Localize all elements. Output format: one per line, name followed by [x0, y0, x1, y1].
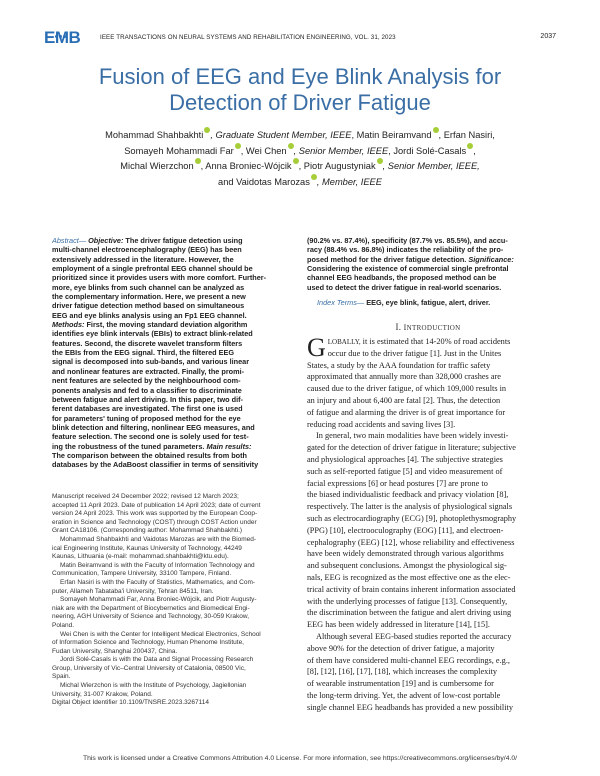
footnote-line: Poland. [52, 621, 75, 629]
footnote-line: neering, AGH University of Science and Technology, 30-059 Krakow, [52, 613, 250, 621]
footnote-line: Michal Wierzchon is with the Institute of Psychology, Jagiellonian [60, 682, 247, 690]
abstract-line [52, 255, 292, 264]
author-list [40, 127, 560, 189]
abstract-text: and nonlinear features are extracted. Finally, the promi- [52, 366, 245, 376]
body-line: have been widely demonstrated through various algorithms [307, 549, 504, 559]
abstract-text: the complementary information. Here, we present a new [52, 292, 246, 302]
author-name: Somayeh Mohammadi Far [124, 145, 234, 156]
author-line-1 [40, 127, 560, 143]
author-line-3 [40, 158, 560, 174]
footnote-line: Spain. [52, 673, 71, 681]
body-line: Although several EEG-based studies reported the accuracy [316, 631, 512, 641]
title-line-2: Detection of Driver Fatigue [169, 90, 431, 115]
author-name: , Piotr Augustyniak [298, 161, 376, 171]
abstract-line [52, 442, 292, 451]
author-title: , Senior Member, IEEE [293, 145, 389, 156]
abstract-line [52, 329, 292, 338]
abstract-line [52, 283, 292, 292]
footnote-line: Erfan Nasiri is with the Faculty of Statistics, Mathematics, and Com- [60, 578, 256, 586]
abstract-line [52, 357, 292, 366]
abstract-text: signal is decomposed into sub-bands, and various linear [52, 357, 250, 367]
abstract-line [52, 395, 292, 404]
footnote-line: puter, Allameh Tabataba'i University, Tehran 84511, Iran. [52, 587, 214, 595]
body-line: gated for the detection of driver fatigue in literature; subjective [307, 443, 516, 453]
abstract-line [52, 348, 292, 357]
abstract-line [307, 245, 549, 254]
abstract-text: more, eye blinks from such channel can be analyzed as [52, 282, 245, 292]
abstract-keyword: Methods: [52, 320, 85, 330]
abstract-left [52, 236, 292, 470]
body-line: trical activity of brain contains inherent information associated [307, 584, 516, 594]
abstract-text: blink detection and filtering, nonlinear EEG measures, and [52, 422, 255, 432]
abstract-text: extensively addressed in the literature. However, the [52, 254, 234, 264]
author-name: , Anna Broniec-Wójcik [200, 161, 292, 171]
body-line: such as self-reported fatigue [5] and video measurement of [307, 466, 503, 476]
body-line: of fatigue and alarming the driver is of great importance for [307, 407, 506, 417]
abstract-text: posed method for the driver fatigue detection. [307, 254, 469, 264]
abstract-line [52, 386, 292, 395]
body-line: such as electrocardiography (ECG) [9], photoplethysmography [307, 513, 517, 523]
author-line-2 [40, 143, 560, 159]
paper-title [50, 64, 550, 116]
index-terms-text: EEG, eye blink, fatigue, alert, driver. [364, 298, 491, 307]
abstract-text: racy (88.4% vs. 86.8%) indicates the reliability of the pro- [307, 245, 504, 255]
body-line: cephalography (EEG) [12], whose reliability and effectiveness [307, 537, 515, 547]
body-line: reducing road accidents and saving lives [3]. [307, 419, 456, 429]
title-line-1: Fusion of EEG and Eye Blink Analysis for [98, 64, 502, 89]
section-heading [307, 322, 549, 332]
abstract-text: features. Second, the discrete wavelet transform filters [52, 338, 243, 348]
abstract-line [52, 311, 292, 320]
body-line: with the underlying processes of fatigue [13]. Consequently, [307, 596, 508, 606]
logo-text: EMB [44, 28, 81, 47]
footnote-line: University, 31-007 Krakow, Poland. [52, 690, 153, 698]
footnote-line: Manuscript received 24 December 2022; revised 12 March 2023; [52, 493, 239, 500]
abstract-keyword: Objective: [88, 236, 124, 245]
footnote-line: Grant CA18106. (Corresponding author: Mohammad Shahbakhti.) [52, 527, 243, 535]
abstract-text: multi-channel electroencephalography (EEG) has been [52, 245, 242, 255]
abstract-line [52, 376, 292, 385]
emb-logo [44, 29, 90, 49]
body-text-smallcaps: LOBALLY, [327, 338, 361, 346]
section-title-rest: NTRODUCTION [406, 324, 461, 332]
author-name: and Vaidotas Marozas [218, 176, 310, 187]
body-line: EEG has been widely addressed in literature [14], [15]. [307, 620, 490, 630]
abstract-line [52, 404, 292, 413]
abstract-line [52, 432, 292, 441]
body-line: States, a study by the AAA foundation for traffic safety [307, 360, 491, 370]
abstract-line [52, 339, 292, 348]
abstract-line [307, 283, 549, 292]
footnote-line: Jordi Solé-Casals is with the Data and Signal Processing Research [60, 656, 254, 664]
footnote-line: version 24 April 2023. This work was supported by the European Coop- [52, 510, 258, 518]
author-title: , Member, IEEE [316, 176, 382, 187]
author-name: , Matin Beiramvand [351, 130, 432, 140]
abstract-text: ferent databases are investigated. The first one is used [52, 404, 243, 414]
abstract-text: The comparison between the obtained results from both [52, 450, 248, 460]
body-text: it is estimated that 14-20% of road accidents [360, 337, 511, 346]
abstract-text: Considering the existence of commercial single prefrontal [307, 264, 509, 274]
footnote-line: Digital Object Identifier 10.1109/TNSRE.2023.3267114 [52, 699, 209, 707]
body-line: of them have considered multi-channel EEG recordings, e.g., [307, 655, 510, 665]
footnote-line: ical Engineering Institute, Kaunas University of Technology, 44249 [52, 544, 242, 552]
abstract-label: Abstract— [52, 236, 89, 245]
footnote-line: Kaunas, Lithuania (e-mail: mohammad.shahbakhti@ktu.edu). [52, 553, 229, 561]
abstract-line [307, 236, 549, 245]
body-line [328, 336, 549, 348]
footnotes [52, 493, 292, 708]
author-name: , Erfan Nasiri, [438, 130, 495, 140]
abstract-text: identifies eye blink intervals (EBIs) to extract blink-related [52, 329, 253, 339]
abstract-text: driver fatigue detection method based on simultaneous [52, 301, 245, 311]
abstract-text: (90.2% vs. 87.4%), specificity (87.7% vs. 85.5%), and accu- [307, 236, 508, 245]
author-line-4 [40, 174, 560, 190]
body-line: occur due to the driver fatigue [1]. Just in the Unites [327, 348, 502, 358]
abstract-text: for parameters' tuning of proposed method for the eye [52, 413, 241, 423]
footnote-line: Matin Beiramvand is with the Faculty of Information Technology and [60, 561, 255, 569]
abstract-text: EEG and eye blinks analysis using an Fp1 EEG channel. [52, 310, 247, 320]
abstract-text: feature selection. The second one is solely used for test- [52, 432, 249, 442]
abstract-keyword: Significance: [468, 254, 514, 264]
footnote-line: Mohammad Shahbakhti and Vaidotas Marozas are with the Biomed- [60, 535, 257, 543]
section-title [404, 323, 461, 332]
abstract-text: between fatigue and alert driving. In this paper, two dif- [52, 394, 243, 404]
body-line: an injury and about 6,400 are fatal [2]. Thus, the detection [307, 395, 501, 405]
body-line: nals, EEG is recognized as the most effective one as the elec- [307, 572, 511, 582]
section-number: I. [395, 322, 402, 332]
body-line: respectively. The latter is the analysis of physiological signals [307, 502, 513, 512]
abstract-text: nent features are selected by the neighbourhood com- [52, 376, 241, 386]
abstract-line [307, 273, 549, 282]
abstract-line [52, 264, 292, 273]
body-line: the discrimination between the fatigue and alert driving using [307, 608, 512, 618]
body-line: caused due to the driver fatigue, of which 109,000 results in [307, 384, 507, 394]
abstract-text: First, the moving standard deviation algorithm [84, 320, 248, 330]
footnote-line: niak are with the Department of Biocybernetics and Biomedical Engi- [52, 604, 250, 612]
abstract-text: employment of a single prefrontal EEG channel should be [52, 264, 253, 274]
body-line: In general, two main modalities have been widely investi- [316, 431, 509, 441]
author-name: Mohammad Shahbakhti [105, 130, 204, 140]
license-footer[interactable]: This work is licensed under a Creative Commons Attribution 4.0 License. For more information, see https://creativecommons.org/licenses/by/4.0/ [82, 755, 518, 762]
footnote-line: Group, University of Vic–Central University of Catalonia, 08500 Vic, [52, 664, 246, 672]
abstract-line [52, 423, 292, 432]
author-name: , Wei Chen [240, 145, 287, 156]
footnote-line: Communication, Tampere University, 33100 Tampere, Finland. [52, 570, 232, 578]
body-line: of wearable instrumentation [19] and is cumbersome for [307, 679, 494, 689]
separator: , [473, 145, 476, 156]
drop-cap: G [307, 333, 326, 362]
body-line: the biased individualistic feedback and privacy violation [8], [307, 490, 509, 500]
body-line: facial expressions [6] or head postures [7] are prone to [307, 478, 488, 488]
introduction-body [307, 333, 549, 714]
body-line: the long-term driving. Yet, the advent of low-cost portable [307, 690, 501, 700]
body-line: above 90% for the detection of driver fatigue, a majority [307, 643, 495, 653]
body-line: (PPG) [10], electrooculography (EOG) [11], and electroen- [307, 525, 504, 535]
footnote-line: Fudan University, Shanghai 200437, China. [52, 647, 178, 655]
abstract-text: channel EEG headbands, the proposed method can be [307, 273, 497, 283]
footnote-line: of Information Science and Technology, Human Phenome Institute, [52, 639, 244, 647]
abstract-line [52, 367, 292, 376]
index-terms-label: Index Terms— [317, 298, 365, 307]
journal-header: IEEE TRANSACTIONS ON NEURAL SYSTEMS AND REHABILITATION ENGINEERING, VOL. 31, 2023 [100, 34, 396, 41]
body-line: approximated that annually more than 328,000 crashes are [307, 372, 501, 382]
abstract-text: databases by the AdaBoost classifier in terms of sensitivity [52, 460, 259, 470]
abstract-text: used to detect the driver fatigue in real-world scenarios. [307, 282, 502, 292]
author-name: , Jordi Solé-Casals [388, 145, 467, 156]
page-number: 2037 [540, 33, 556, 40]
abstract-keyword: Main results: [206, 441, 252, 451]
footnote-line: Somayeh Mohammadi Far, Anna Broniec-Wójcik, and Piotr Augusty- [60, 596, 257, 604]
footnote-line: accepted 11 April 2023. Date of publication 14 April 2023; date of current [52, 501, 261, 509]
author-title: , Senior Member, IEEE, [382, 161, 480, 171]
body-line: and subsequent conclusions. Amongst the physiological sig- [307, 561, 507, 571]
abstract-line [52, 292, 292, 301]
footnote-line: eration in Science and Technology (COST) through COST Action under [52, 518, 257, 526]
abstract-line [307, 264, 549, 273]
abstract-line [52, 245, 292, 254]
abstract-line [52, 236, 292, 245]
body-line: and physiological approaches [4]. The subjective strategies [307, 454, 503, 464]
abstract-right [307, 236, 549, 292]
abstract-line [52, 451, 292, 460]
abstract-line [307, 255, 549, 264]
abstract-text: prioritized since it provides users with more comfort. Further- [52, 273, 267, 283]
footnote-line: Wei Chen is with the Center for Intelligent Medical Electronics, School [60, 630, 261, 638]
body-line: [8], [12], [16], [17], [18], which increases the complexity [307, 667, 498, 677]
section-title-initial: I [403, 323, 407, 332]
author-title: , Graduate Student Member, IEEE [210, 130, 352, 140]
abstract-line [52, 301, 292, 310]
index-terms [317, 298, 490, 307]
abstract-text: ing the robustness of the tuned parameters. [52, 441, 207, 451]
abstract-line [52, 273, 292, 282]
abstract-text: ponents analysis and fed to a classifier to discriminate [52, 385, 242, 395]
abstract-text: The driver fatigue detection using [123, 236, 243, 245]
abstract-line [52, 460, 292, 469]
abstract-text: the EBIs from the EEG signal. Third, the filtered EEG [52, 348, 235, 358]
abstract-line [52, 414, 292, 423]
abstract-line [52, 320, 292, 329]
body-line: single channel EEG headbands has provided a new possibility [307, 702, 513, 712]
author-name: Michal Wierzchon [120, 161, 194, 171]
